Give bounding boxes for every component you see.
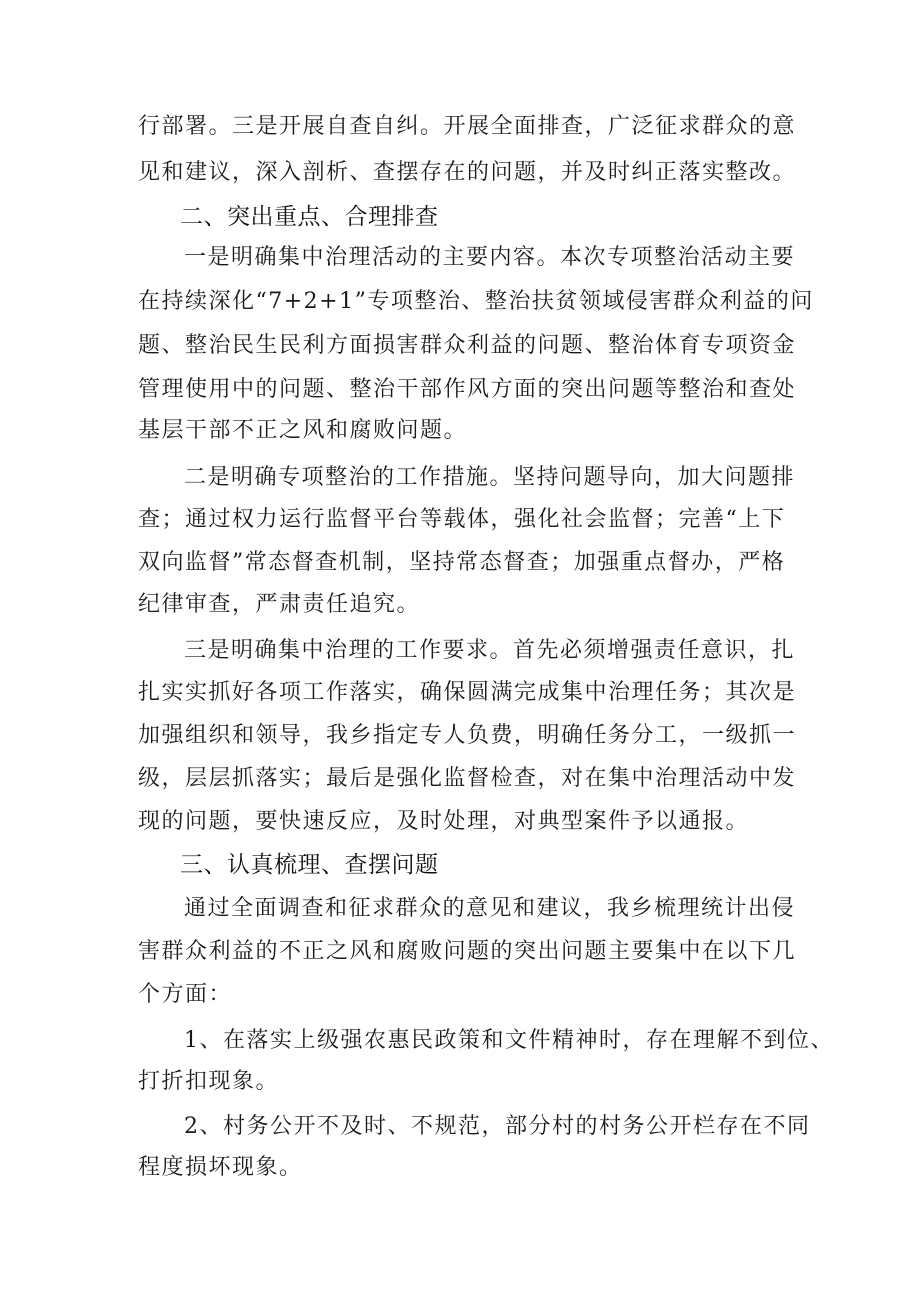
body-text-line: 题、整治民生民利方面损害群众利益的问题、整治体育专项资金 — [138, 333, 797, 358]
list-item-first-line: 2、村务公开不及时、不规范，部分村的村务公开栏存在不同 — [184, 1114, 811, 1139]
section-heading: 二、突出重点、合理排查 — [180, 204, 439, 230]
body-text-line: 扎实实抓好各项工作落实，确保圆满完成集中治理任务；其次是 — [138, 680, 797, 705]
list-item-line: 程度损坏现象。 — [138, 1155, 303, 1180]
paragraph-first-line: 通过全面调查和征求群众的意见和建议，我乡梳理统计出侵 — [184, 896, 796, 921]
paragraph-first-line: 二是明确专项整治的工作措施。坚持问题导向，加大问题排 — [184, 465, 796, 490]
body-text-line: 管理使用中的问题、整治干部作风方面的突出问题等整治和查处 — [138, 377, 797, 402]
body-text-line: 现的问题，要快速反应，及时处理，对典型案件予以通报。 — [138, 809, 750, 834]
body-text-line: 级，层层抓落实；最后是强化监督检查，对在集中治理活动中发 — [138, 766, 797, 791]
list-item-first-line: 1、在落实上级强农惠民政策和文件精神时，存在理解不到位、 — [184, 1028, 834, 1053]
body-text-line: 行部署。三是开展自查自纠。开展全面排查，广泛征求群众的意 — [138, 114, 797, 139]
body-text-line: 在持续深化“7+2+1”专项整治、整治扶贫领域侵害群众利益的问 — [138, 289, 814, 314]
body-text-line: 双向监督”常态督查机制，坚持常态督查；加强重点督办，严格 — [138, 550, 786, 575]
body-text-line: 害群众利益的不正之风和腐败问题的突出问题主要集中在以下几 — [138, 939, 797, 964]
list-item-line: 打折扣现象。 — [138, 1069, 280, 1094]
body-text-line: 加强组织和领导，我乡指定专人负费，明确任务分工，一级抓一 — [138, 723, 797, 748]
paragraph-first-line: 三是明确集中治理的工作要求。首先必须增强责任意识，扎 — [184, 638, 796, 663]
body-text-line: 个方面： — [138, 982, 233, 1007]
body-text-line: 查；通过权力运行监督平台等载体，强化社会监督；完善“上下 — [138, 507, 786, 532]
paragraph-first-line: 一是明确集中治理活动的主要内容。本次专项整治活动主要 — [184, 245, 796, 270]
body-text-line: 纪律审查，严肃责任追究。 — [138, 592, 421, 617]
body-text-line: 基层干部不正之风和腐败问题。 — [138, 418, 468, 443]
section-heading: 三、认真梳理、查摆问题 — [180, 852, 439, 878]
body-text-line: 见和建议，深入剖析、查摆存在的问题，并及时纠正落实整改。 — [138, 160, 797, 185]
